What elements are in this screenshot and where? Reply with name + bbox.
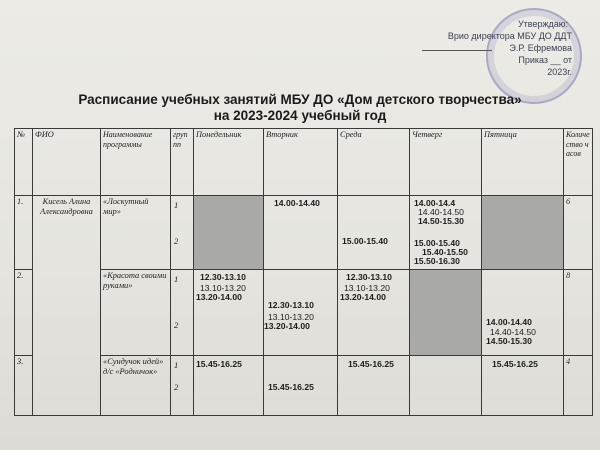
time-slot: 13.10-13.20 bbox=[344, 283, 390, 293]
thu-cell bbox=[410, 196, 482, 270]
time-slot: 14.40-14.50 bbox=[490, 327, 536, 337]
header-mon: Понедельник bbox=[194, 129, 264, 196]
group-number: 2 bbox=[174, 382, 179, 392]
table-row bbox=[15, 356, 593, 416]
program-name: «Лоскутный мир» bbox=[101, 196, 171, 270]
header-program: Наименование программы bbox=[101, 129, 171, 196]
schedule-table bbox=[14, 128, 593, 416]
group-number: 2 bbox=[174, 236, 179, 246]
time-slot: 14.40-14.50 bbox=[418, 207, 464, 217]
time-slot: 13.20-14.00 bbox=[196, 292, 242, 302]
time-slot: 13.10-13.20 bbox=[268, 312, 314, 322]
fri-cell bbox=[482, 270, 564, 356]
tue-cell bbox=[264, 196, 338, 270]
hours-cell: 6 bbox=[564, 196, 593, 270]
wed-cell bbox=[338, 270, 410, 356]
time-slot: 15.45-16.25 bbox=[492, 359, 538, 369]
time-slot: 15.45-16.25 bbox=[268, 382, 314, 392]
approval-position: Врио директора МБУ ДО ДДТ bbox=[447, 31, 572, 41]
group-cell bbox=[171, 196, 194, 270]
approval-block bbox=[402, 18, 572, 78]
row-num: 1. bbox=[15, 196, 33, 270]
row-num: 3. bbox=[15, 356, 33, 416]
time-slot: 12.30-13.10 bbox=[268, 300, 314, 310]
header-hours: Количество часов bbox=[564, 129, 593, 196]
program-name: «Сундучок идей» д/с «Родничок» bbox=[101, 356, 171, 416]
time-slot: 13.20-14.00 bbox=[340, 292, 386, 302]
tue-cell bbox=[264, 270, 338, 356]
time-slot: 15.00-15.40 bbox=[414, 238, 460, 248]
time-slot: 14.00-14.4 bbox=[414, 198, 456, 208]
group-number: 1 bbox=[174, 200, 179, 210]
time-slot: 14.00-14.40 bbox=[486, 317, 532, 327]
table-row bbox=[15, 196, 593, 270]
time-slot: 15.00-15.40 bbox=[342, 236, 388, 246]
thu-cell-empty bbox=[410, 356, 482, 416]
header-fio: ФИО bbox=[33, 129, 101, 196]
wed-cell bbox=[338, 356, 410, 416]
wed-cell bbox=[338, 196, 410, 270]
approval-order: Приказ __ от bbox=[518, 55, 572, 65]
time-slot: 14.50-15.30 bbox=[486, 336, 532, 346]
mon-cell-empty bbox=[194, 196, 264, 270]
mon-cell bbox=[194, 270, 264, 356]
time-slot: 13.10-13.20 bbox=[200, 283, 246, 293]
header-num: № bbox=[15, 129, 33, 196]
hours-cell: 4 bbox=[564, 356, 593, 416]
mon-cell bbox=[194, 356, 264, 416]
teacher-name: Кисель Алина Александровна bbox=[33, 196, 101, 416]
time-slot: 14.50-15.30 bbox=[418, 216, 464, 226]
header-thu: Четверг bbox=[410, 129, 482, 196]
header-fri: Пятница bbox=[482, 129, 564, 196]
program-name: «Красота своими руками» bbox=[101, 270, 171, 356]
time-slot: 15.45-16.25 bbox=[348, 359, 394, 369]
table-row bbox=[15, 270, 593, 356]
time-slot: 12.30-13.10 bbox=[200, 272, 246, 282]
document-title: Расписание учебных занятий МБУ ДО «Дом детского творчества» bbox=[78, 92, 522, 107]
time-slot: 15.50-16.30 bbox=[414, 256, 460, 266]
time-slot: 15.45-16.25 bbox=[196, 359, 242, 369]
time-slot: 12.30-13.10 bbox=[346, 272, 392, 282]
time-slot: 15.40-15.50 bbox=[422, 247, 468, 257]
fri-cell bbox=[482, 356, 564, 416]
hours-cell: 8 bbox=[564, 270, 593, 356]
row-num: 2. bbox=[15, 270, 33, 356]
fri-cell-empty bbox=[482, 196, 564, 270]
header-wed: Среда bbox=[338, 129, 410, 196]
group-number: 1 bbox=[174, 274, 179, 284]
header-group: группп bbox=[171, 129, 194, 196]
table-header-row bbox=[15, 129, 593, 196]
approval-date: 2023г. bbox=[547, 67, 572, 77]
approval-name: Э.Р. Ефремова bbox=[509, 43, 572, 53]
group-cell bbox=[171, 356, 194, 416]
document-subtitle: на 2023-2024 учебный год bbox=[213, 108, 387, 123]
tue-cell bbox=[264, 356, 338, 416]
header-tue: Вторник bbox=[264, 129, 338, 196]
group-cell bbox=[171, 270, 194, 356]
group-number: 1 bbox=[174, 360, 179, 370]
approval-title: Утверждаю: bbox=[517, 19, 568, 29]
time-slot: 13.20-14.00 bbox=[264, 321, 310, 331]
thu-cell-empty bbox=[410, 270, 482, 356]
group-number: 2 bbox=[174, 320, 179, 330]
time-slot: 14.00-14.40 bbox=[274, 198, 320, 208]
